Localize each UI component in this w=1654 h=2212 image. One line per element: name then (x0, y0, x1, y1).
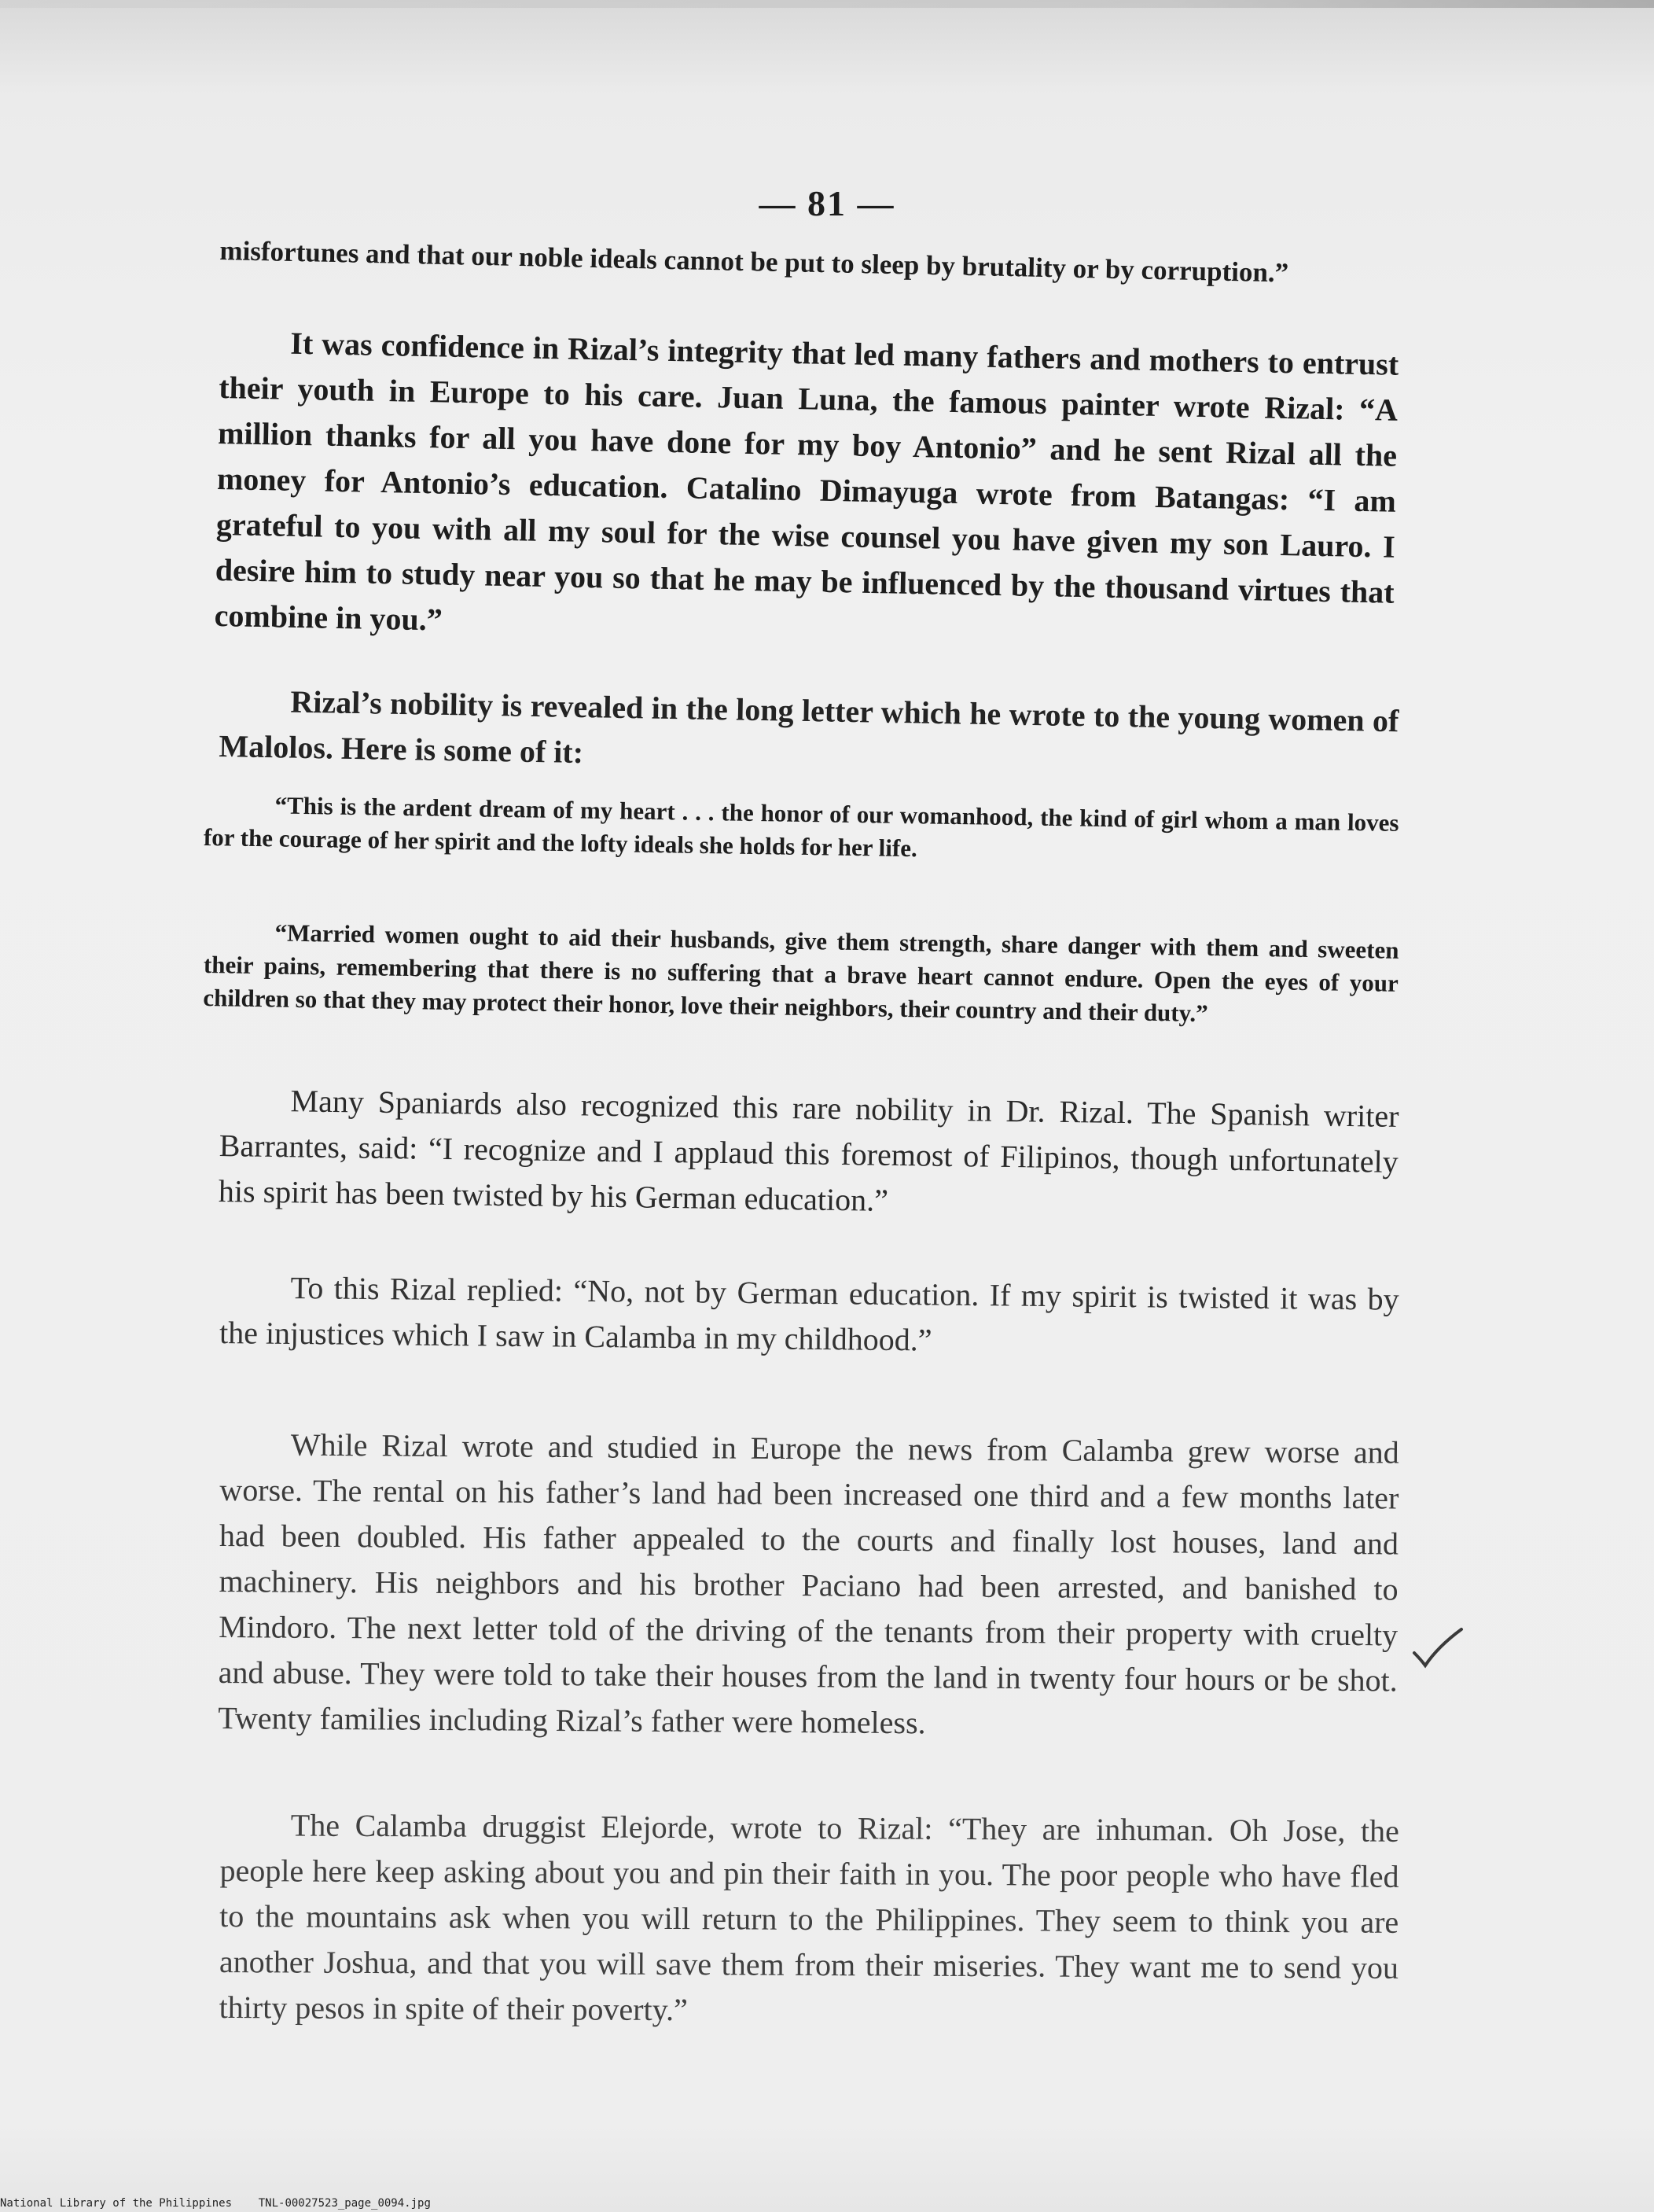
paragraph-calamba-news: While Rizal wrote and studied in Europe the news from Calamba grew worse and worse. The rental on his father’s land had been increased one third and a few months later had been doubled. His father appealed to the courts and finally lost houses, land and machinery. His neighbors and his brother Paciano had been arrested, and banished to Mindoro. The next letter told of the driving of the tenants from their property with cruelty and abuse. They were told to take their houses from the land in twenty four hours or be shot. Twenty families including Rizal’s father were homeless. (218, 1426, 1399, 1741)
quote-ardent-dream: “This is the ardent dream of my heart . . . the honor of our womanhood, the kind of girl whom a man loves for the courage of her spirit and the lofty ideals she holds for her life. (203, 791, 1399, 863)
paragraph-nobility: Rizal’s nobility is revealed in the long letter which he wrote to the young women of Malolos. Here is some of it: (219, 683, 1399, 771)
footer-file-id: TNL-00027523_page_0094.jpg (258, 2197, 431, 2210)
paragraph-rizal-reply: To this Rizal replied: “No, not by German education. If my spirit is twisted it was by the injustices which I saw in Calamba in my childhood.” (219, 1269, 1399, 1358)
page-number: — 81 — (759, 183, 895, 223)
paragraph-confidence: It was confidence in Rizal’s integrity that led many fathers and mothers to entrust their youth in Europe to his care. Juan Luna, the famous painter wrote Rizal: “A million thanks for all you have done for my boy Antonio” and he sent Rizal all the money for Antonio’s education. Catalino Dimayuga wrote from Batangas: “I am grateful to you with all my soul for the wise counsel you have given my son Lauro. I desire him to study near you so that he may be influenced by the thousand virtues that combine in you.” (214, 325, 1399, 638)
scan-footer (0, 2196, 708, 2210)
handwritten-check-mark-icon (1411, 1626, 1465, 1670)
quote-married-women: “Married women ought to aid their husbands, give them strength, share danger with them and sweeten their pains, remembering that there is no suffering that a brave heart cannot endure. Open the eyes of your children so that they may protect their honor, love their neighbors, their country and their duty.” (203, 918, 1399, 1028)
paragraph-spaniards: Many Spaniards also recognized this rare nobility in Dr. Rizal. The Spanish writer Barrantes, said: “I recognize and I applaud this foremost of Filipinos, though unfortunately his spirit has been twisted by his German education.” (218, 1083, 1399, 1218)
paragraph-continuation: misfortunes and that our noble ideals cannot be put to sleep by brutality or by corruption.” (219, 234, 1289, 289)
footer-library: National Library of the Philippines (0, 2197, 233, 2210)
paragraph-druggist-letter: The Calamba druggist Elejorde, wrote to Rizal: “They are inhuman. Oh Jose, the people here keep asking about you and pin their faith in you. The poor people who have fled to the mountains ask when you will return to the Philippines. They seem to think you are another Joshua, and that you will save them from their miseries. They want me to send you thirty pesos in spite of their poverty.” (219, 1807, 1399, 2028)
page-top-edge-shadow (0, 0, 1654, 8)
